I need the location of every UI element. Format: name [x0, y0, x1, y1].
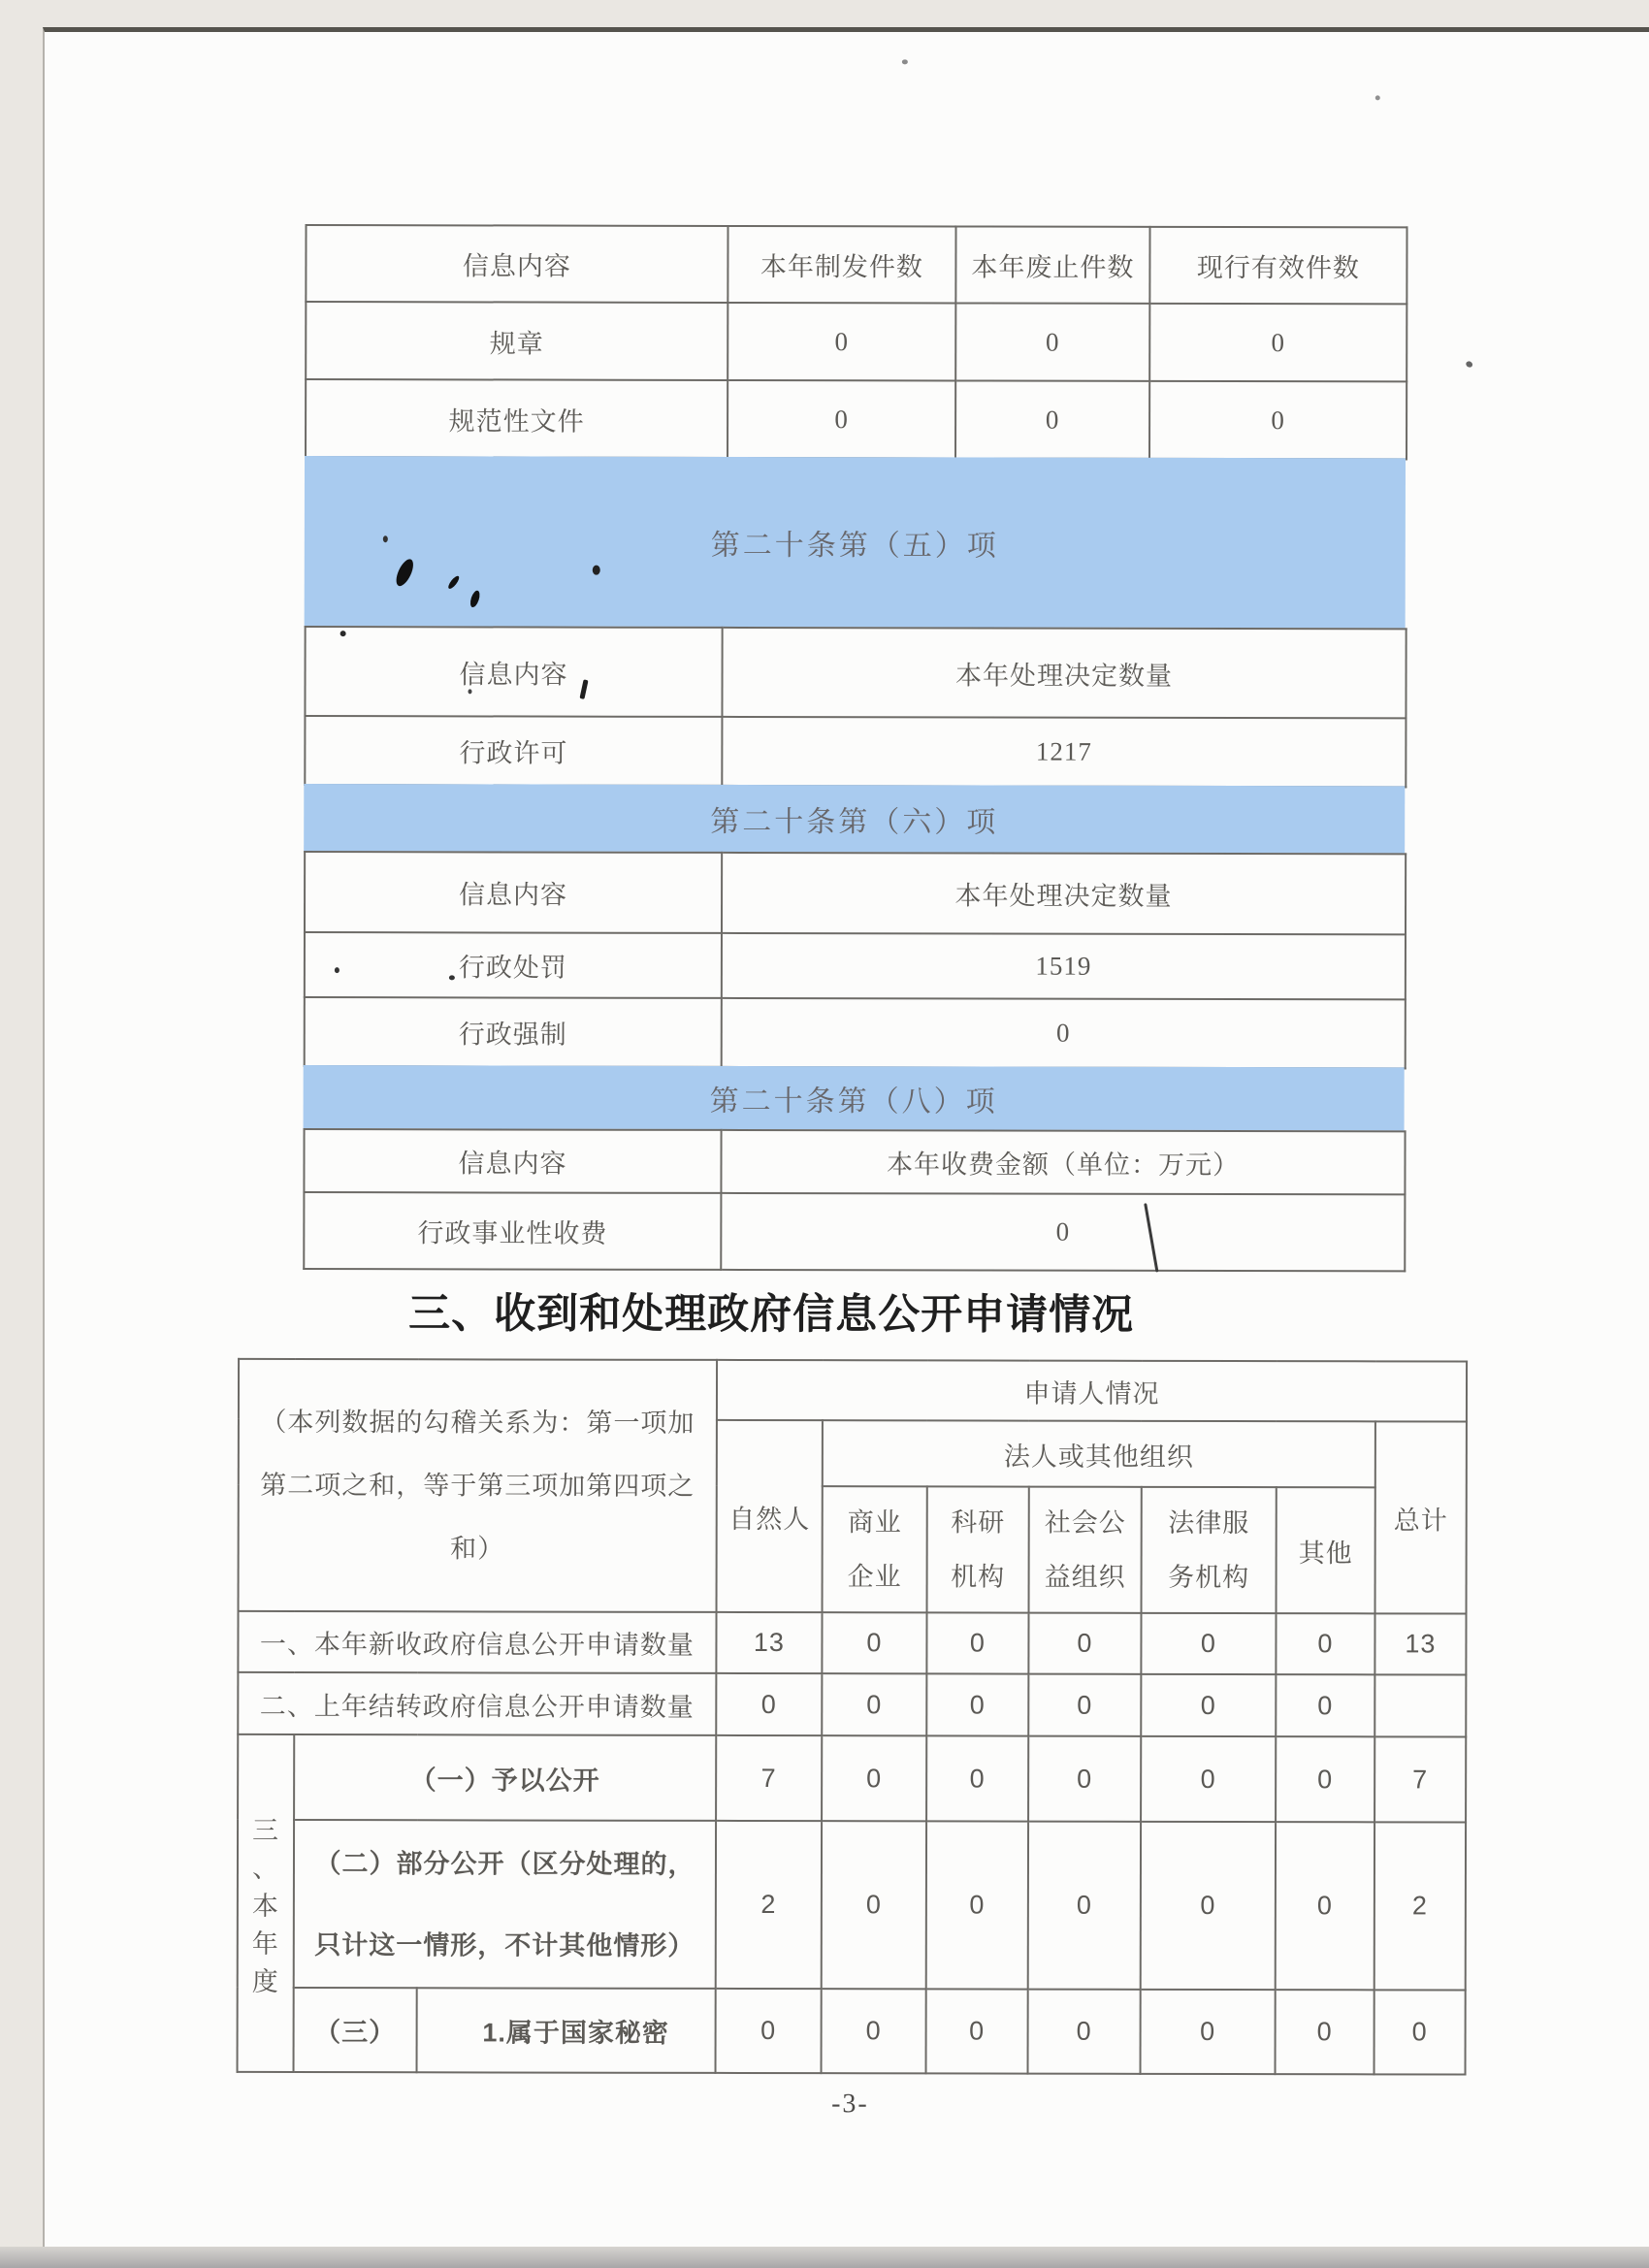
col-header: 信息内容 — [305, 627, 722, 717]
header-line: 法律服 — [1168, 1507, 1250, 1539]
col-header: 信息内容 — [305, 852, 722, 933]
regulations-table — [305, 224, 1408, 460]
value-cell: 0 — [1276, 1822, 1374, 1990]
col-header: 本年处理决定数量 — [722, 628, 1406, 718]
value-cell: 0 — [822, 1673, 926, 1735]
value-cell — [1374, 1674, 1466, 1736]
header-line: 企业 — [847, 1562, 902, 1592]
value-cell: 0 — [716, 1989, 822, 2073]
value-cell: 0 — [1028, 1613, 1141, 1674]
value-cell: 0 — [728, 303, 955, 380]
col-header: 本年制发件数 — [728, 226, 955, 303]
col-header-natural-person: 自然人 — [717, 1420, 823, 1612]
value-cell: 0 — [1276, 1613, 1374, 1674]
value-cell: 2 — [1374, 1822, 1466, 1990]
ink-speck — [335, 967, 340, 973]
value-cell: 1519 — [722, 933, 1406, 999]
row-group-label-vertical — [238, 1734, 295, 2072]
col-header-legal-service — [1142, 1487, 1277, 1613]
fees-table — [303, 1128, 1406, 1272]
header-line: 其他 — [1298, 1538, 1353, 1568]
value-cell: 2 — [716, 1821, 822, 1989]
row-label: 规范性文件 — [306, 379, 728, 458]
value-cell: 0 — [926, 1989, 1028, 2073]
value-cell: 0 — [716, 1673, 822, 1735]
col-header: 现行有效件数 — [1149, 227, 1406, 305]
page-number: -3- — [831, 2089, 869, 2120]
value-cell: 0 — [721, 1193, 1405, 1271]
vertical-char: 本 — [251, 1891, 279, 1921]
band-title: 第二十条第（六）项 — [710, 805, 999, 839]
value-cell: 0 — [926, 1612, 1028, 1673]
value-cell: 0 — [955, 380, 1149, 458]
value-cell: 0 — [1141, 1674, 1276, 1736]
vertical-char: 、 — [251, 1853, 279, 1883]
admin-penalty-table — [304, 851, 1406, 1069]
header-line: 务机构 — [1168, 1562, 1250, 1593]
admin-license-table — [304, 626, 1406, 788]
value-cell: 0 — [1276, 1736, 1374, 1822]
note-line: （本列数据的勾稽关系为：第一项加 — [260, 1407, 695, 1438]
row-label: 一、本年新收政府信息公开申请数量 — [238, 1611, 716, 1673]
vertical-char: 度 — [251, 1966, 279, 1996]
value-cell: 0 — [926, 1821, 1028, 1989]
value-cell: 0 — [1149, 381, 1406, 460]
value-cell: 0 — [1028, 1674, 1141, 1736]
table-note — [239, 1359, 718, 1612]
section-band-item8 — [304, 1065, 1405, 1130]
vertical-char: 三 — [252, 1815, 280, 1845]
ink-speck — [449, 975, 455, 980]
section-band-item6 — [304, 784, 1405, 853]
col-header: 信息内容 — [306, 225, 728, 303]
scan-dot — [902, 59, 908, 64]
value-cell: 0 — [1141, 1822, 1276, 1990]
row-label: 行政强制 — [305, 997, 722, 1067]
col-header-social-welfare — [1029, 1487, 1142, 1613]
value-cell: 13 — [716, 1612, 822, 1673]
col-header-research — [927, 1486, 1029, 1612]
value-cell: 0 — [728, 380, 955, 458]
row-label: 行政许可 — [305, 716, 722, 786]
ink-speck — [469, 689, 472, 694]
value-cell: 0 — [1141, 1736, 1276, 1822]
header-line: 社会公 — [1044, 1507, 1126, 1538]
value-cell: 0 — [1276, 1990, 1374, 2074]
note-line: 第二项之和，等于第三项加第四项之 — [260, 1470, 695, 1501]
col-header: 本年废止件数 — [955, 226, 1149, 303]
col-header: 信息内容 — [304, 1129, 721, 1193]
col-header-applicants: 申请人情况 — [717, 1360, 1467, 1422]
row-label — [294, 1820, 716, 1989]
col-header: 本年处理决定数量 — [722, 853, 1406, 934]
col-header-total: 总计 — [1375, 1421, 1467, 1613]
header-line: 机构 — [951, 1562, 1006, 1592]
col-header-legal-org: 法人或其他组织 — [823, 1420, 1375, 1487]
scan-dot — [1465, 360, 1473, 369]
value-cell: 0 — [1141, 1990, 1276, 2074]
application-table — [237, 1358, 1469, 2076]
band-title: 第二十条第（八）项 — [709, 1085, 998, 1118]
value-cell: 0 — [822, 1612, 926, 1673]
value-cell: 0 — [1028, 1736, 1141, 1822]
ink-speck — [383, 535, 388, 542]
value-cell: 13 — [1374, 1613, 1466, 1674]
value-cell: 0 — [1276, 1674, 1374, 1736]
row-label: 行政事业性收费 — [304, 1192, 721, 1270]
label-line: 只计这一情形，不计其他情形） — [314, 1929, 695, 1960]
ink-speck — [593, 566, 600, 575]
value-cell: 0 — [1028, 1822, 1141, 1990]
header-line: 益组织 — [1044, 1562, 1126, 1592]
col-header-commercial — [823, 1486, 927, 1612]
value-cell: 0 — [1028, 1990, 1141, 2074]
value-cell: 1217 — [722, 717, 1406, 787]
row-label: （一）予以公开 — [294, 1734, 716, 1821]
band-title: 第二十条第（五）项 — [710, 529, 999, 563]
note-line: 和） — [450, 1533, 505, 1563]
value-cell: 7 — [716, 1735, 822, 1821]
value-cell: 0 — [822, 1735, 926, 1821]
col-header: 本年收费金额（单位：万元） — [721, 1130, 1405, 1194]
row-label: 规章 — [306, 302, 728, 380]
value-cell: 0 — [1374, 1990, 1466, 2074]
value-cell: 0 — [1149, 304, 1406, 382]
row-label: 1.属于国家秘密 — [417, 1988, 716, 2073]
scan-dot — [1375, 95, 1380, 100]
value-cell: 0 — [722, 998, 1406, 1068]
scan-bottom-shadow — [0, 2247, 1649, 2268]
ink-speck — [340, 631, 346, 636]
value-cell: 0 — [955, 303, 1149, 380]
value-cell: 0 — [1141, 1613, 1276, 1674]
row-label: 二、上年结转政府信息公开申请数量 — [238, 1672, 716, 1735]
row-sublabel: （三） — [294, 1988, 417, 2072]
value-cell: 0 — [926, 1673, 1028, 1735]
row-label: 行政处罚 — [305, 932, 722, 998]
value-cell: 0 — [822, 1821, 926, 1989]
header-line: 科研 — [951, 1507, 1006, 1538]
value-cell: 7 — [1374, 1736, 1466, 1822]
section-heading: 三、收到和处理政府信息公开申请情况 — [408, 1290, 1135, 1339]
header-line: 商业 — [847, 1507, 902, 1538]
vertical-char: 年 — [251, 1928, 279, 1959]
value-cell: 0 — [822, 1989, 926, 2073]
label-line: （二）部分公开（区分处理的， — [314, 1848, 695, 1879]
value-cell: 0 — [926, 1735, 1028, 1821]
col-header-other — [1277, 1487, 1375, 1613]
